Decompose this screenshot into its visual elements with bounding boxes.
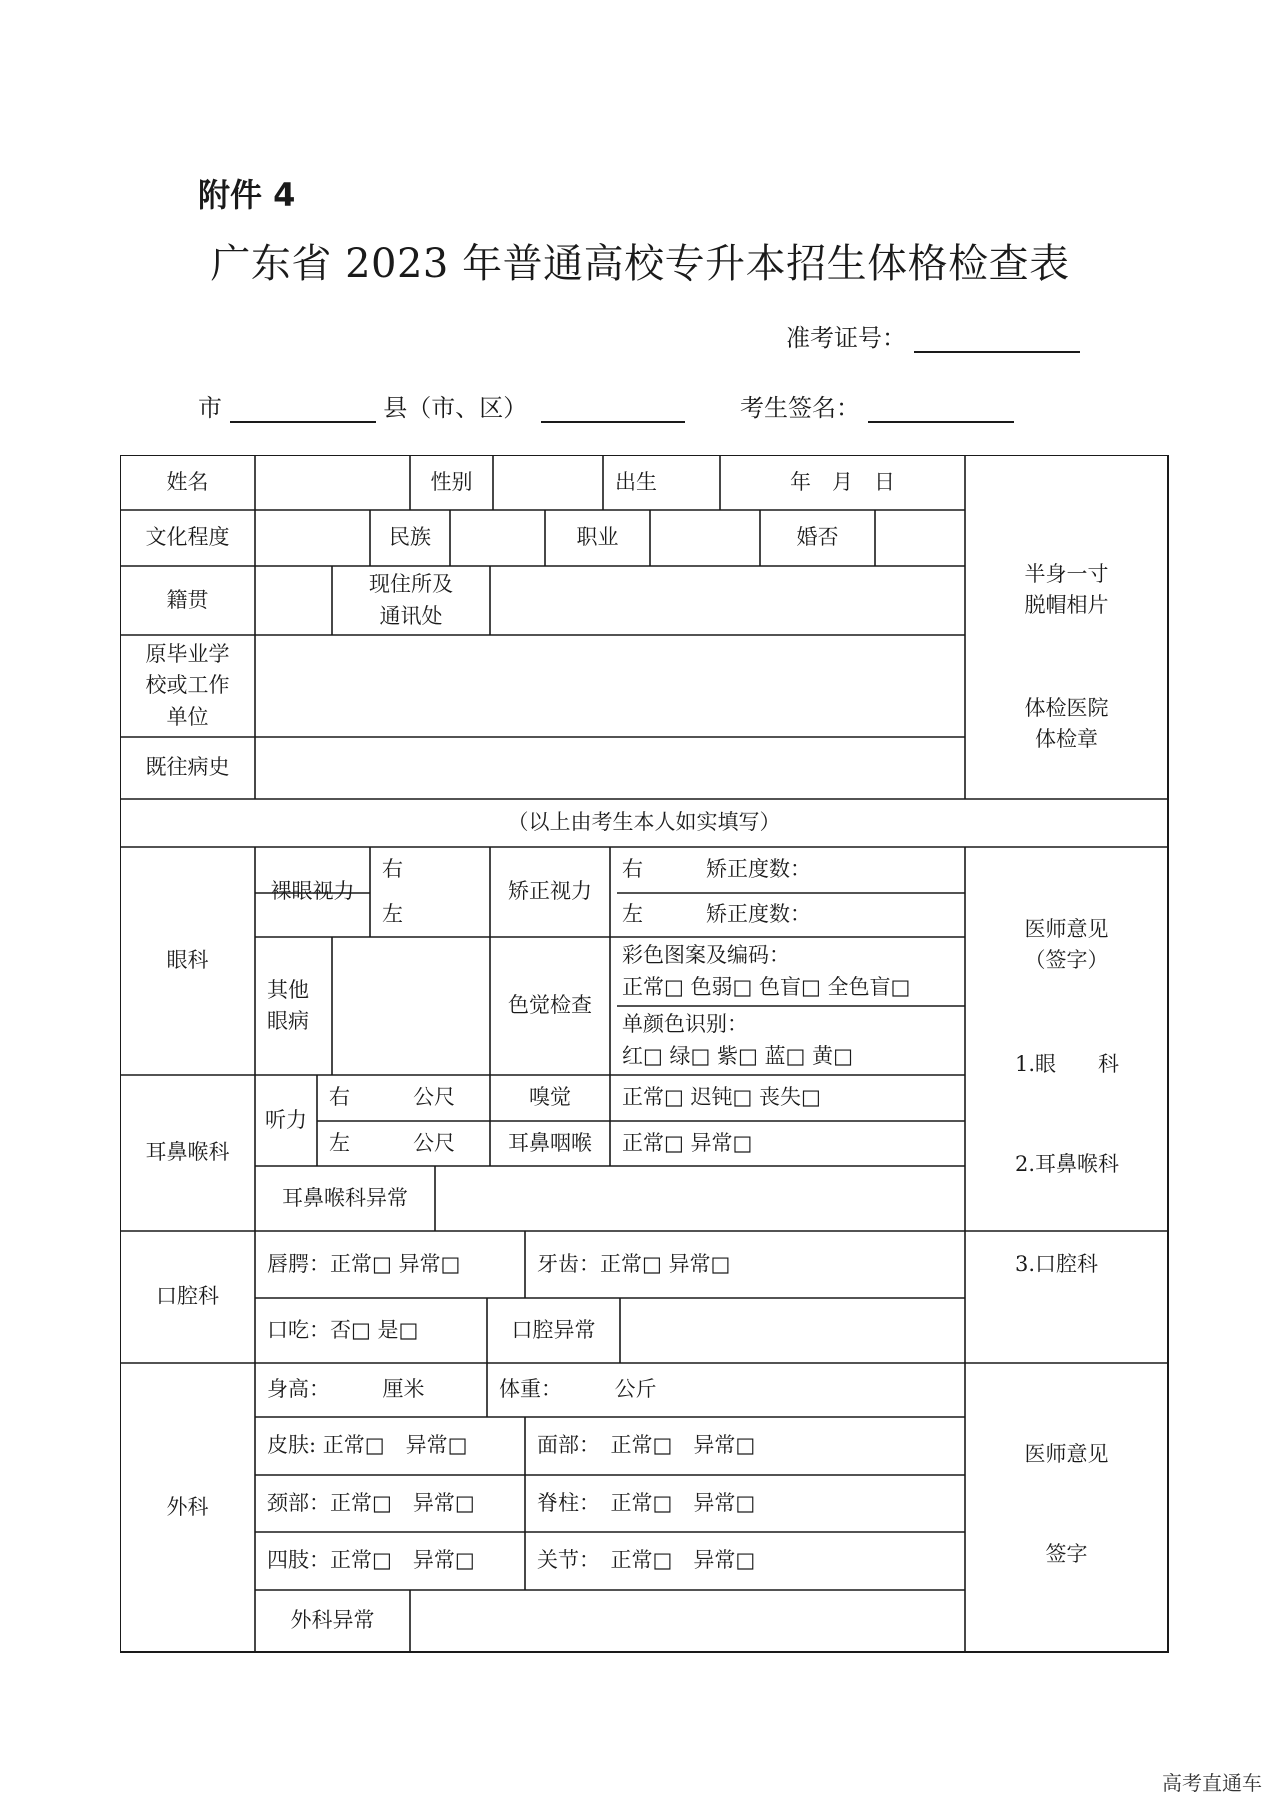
- color-pattern-title: 彩色图案及编码：: [622, 943, 790, 967]
- mono-color-options[interactable]: 红□ 绿□ 紫□ 蓝□ 黄□: [622, 1043, 853, 1068]
- gender-field[interactable]: [493, 455, 603, 510]
- city-label: 市: [198, 394, 222, 422]
- name-field[interactable]: [255, 455, 410, 510]
- naked-vision-right[interactable]: 右: [382, 857, 403, 882]
- school-label-line3: 单位: [166, 704, 209, 729]
- marital-label: 婚否: [796, 525, 839, 550]
- other-eye-disease-field[interactable]: [332, 937, 490, 1075]
- height-field[interactable]: 身高： 厘米: [267, 1377, 425, 1402]
- address-field[interactable]: [490, 566, 965, 635]
- occupation-label: 职业: [576, 525, 619, 550]
- hospital-stamp-area: [965, 689, 1168, 759]
- doctor-opinion-block: [965, 910, 1168, 980]
- stamp-label-line1: 体检医院: [1024, 695, 1109, 720]
- eye-section-label: 眼科: [166, 948, 209, 973]
- marital-field[interactable]: [875, 510, 965, 566]
- county-field[interactable]: [541, 397, 685, 423]
- birth-label: 出生: [615, 469, 657, 494]
- signature-field[interactable]: [868, 397, 1014, 423]
- photo-label-line2: 脱帽相片: [1024, 593, 1109, 617]
- watermark: 高考直通车: [1162, 1771, 1262, 1795]
- doctor-ent-sign[interactable]: 2.耳鼻喉科: [1015, 1152, 1120, 1177]
- surgery-doctor-opinion: 医师意见: [1024, 1442, 1109, 1467]
- gender-label: 性别: [430, 469, 473, 494]
- naked-vision-left[interactable]: 左: [382, 902, 403, 927]
- color-vision-label: 色觉检查: [508, 993, 592, 1018]
- doctor-opinion-label: 医师意见: [1024, 916, 1109, 941]
- exam-number-field[interactable]: [914, 327, 1080, 353]
- address-label-line2: 通讯处: [379, 603, 443, 628]
- throat-label: 耳鼻咽喉: [508, 1130, 592, 1155]
- education-label: 文化程度: [145, 525, 230, 550]
- hearing-right[interactable]: 右 公尺: [329, 1085, 455, 1110]
- county-label: 县（市、区）: [383, 394, 528, 422]
- face-options[interactable]: 面部： 正常□ 异常□: [537, 1433, 756, 1458]
- exam-number-row: [786, 318, 1080, 353]
- education-field[interactable]: [255, 510, 370, 566]
- address-label: [332, 566, 490, 635]
- surgery-abnormal-label: 外科异常: [290, 1608, 375, 1633]
- name-label: 姓名: [166, 469, 209, 494]
- weight-field[interactable]: 体重： 公斤: [499, 1377, 657, 1402]
- school-label: [120, 635, 255, 737]
- location-row: [198, 388, 685, 423]
- photo-area[interactable]: [965, 555, 1168, 625]
- page-title: 广东省 2023 年普通高校专升本招生体格检查表: [210, 241, 1070, 287]
- other-eye-line2: 眼病: [267, 1009, 309, 1033]
- skin-options[interactable]: 皮肤: 正常□ 异常□: [267, 1433, 468, 1458]
- address-label-line1: 现住所及: [369, 572, 453, 596]
- oral-section-label: 口腔科: [156, 1284, 219, 1309]
- limbs-options[interactable]: 四肢：正常□ 异常□: [267, 1548, 475, 1573]
- stamp-label-line2: 体检章: [1035, 727, 1098, 751]
- color-pattern-options[interactable]: 正常□ 色弱□ 色盲□ 全色盲□: [622, 974, 911, 999]
- lips-options[interactable]: 唇腭：正常□ 异常□: [267, 1251, 461, 1276]
- smell-label: 嗅觉: [529, 1085, 571, 1110]
- history-label: 既往病史: [145, 755, 230, 780]
- origin-field[interactable]: [255, 566, 332, 635]
- school-label-line2: 校或工作: [145, 673, 230, 698]
- surgery-abnormal-field[interactable]: [410, 1590, 965, 1652]
- attachment-label: 附件 4: [198, 176, 296, 214]
- doctor-eye-sign[interactable]: 1.眼 科: [1015, 1052, 1120, 1077]
- exam-number-label: 准考证号：: [786, 324, 906, 352]
- smell-options[interactable]: 正常□ 迟钝□ 丧失□: [622, 1085, 821, 1110]
- spine-options[interactable]: 脊柱： 正常□ 异常□: [537, 1490, 756, 1515]
- oral-abnormal-label: 口腔异常: [511, 1317, 596, 1342]
- city-field[interactable]: [230, 397, 376, 423]
- naked-vision-label: 裸眼视力: [270, 879, 355, 904]
- ent-section-label: 耳鼻喉科: [145, 1140, 230, 1165]
- corrected-vision-label: 矫正视力: [508, 879, 592, 904]
- school-field[interactable]: [255, 635, 965, 737]
- history-field[interactable]: [255, 737, 965, 799]
- surgery-section-label: 外科: [166, 1494, 209, 1519]
- birth-date-field[interactable]: 年 月 日: [790, 469, 895, 494]
- signature-row: [740, 388, 1014, 423]
- hearing-left[interactable]: 左 公尺: [329, 1130, 455, 1155]
- photo-label-line1: 半身一寸: [1024, 561, 1109, 586]
- origin-label: 籍贯: [166, 587, 209, 612]
- oral-abnormal-field[interactable]: [620, 1298, 965, 1363]
- school-label-line1: 原毕业学: [145, 641, 230, 666]
- signature-label: 考生签名：: [740, 394, 860, 422]
- ethnicity-label: 民族: [389, 525, 431, 550]
- ent-abnormal-label: 耳鼻喉科异常: [282, 1185, 408, 1210]
- corrected-left-degree[interactable]: 左 矫正度数：: [622, 902, 811, 927]
- neck-options[interactable]: 颈部：正常□ 异常□: [267, 1490, 475, 1515]
- mono-color-title: 单颜色识别：: [622, 1012, 748, 1036]
- color-pattern-test[interactable]: [610, 937, 965, 1006]
- hearing-label: 听力: [265, 1107, 307, 1132]
- ent-abnormal-field[interactable]: [435, 1166, 965, 1231]
- self-fill-note: （以上由考生本人如实填写）: [507, 810, 781, 835]
- throat-options[interactable]: 正常□ 异常□: [622, 1130, 753, 1155]
- doctor-sign-label: （签字）: [1024, 948, 1109, 972]
- surgery-doctor-sign[interactable]: 签字: [1045, 1542, 1088, 1567]
- joints-options[interactable]: 关节： 正常□ 异常□: [537, 1548, 756, 1573]
- ethnicity-field[interactable]: [450, 510, 545, 566]
- teeth-options[interactable]: 牙齿：正常□ 异常□: [537, 1251, 731, 1276]
- doctor-oral-sign[interactable]: 3.口腔科: [1015, 1252, 1099, 1277]
- corrected-right-degree[interactable]: 右 矫正度数：: [622, 857, 811, 882]
- other-eye-disease-label: [255, 937, 332, 1075]
- stutter-options[interactable]: 口吃：否□ 是□: [267, 1317, 419, 1342]
- occupation-field[interactable]: [650, 510, 760, 566]
- other-eye-line1: 其他: [267, 977, 309, 1002]
- mono-color-test[interactable]: [610, 1006, 965, 1075]
